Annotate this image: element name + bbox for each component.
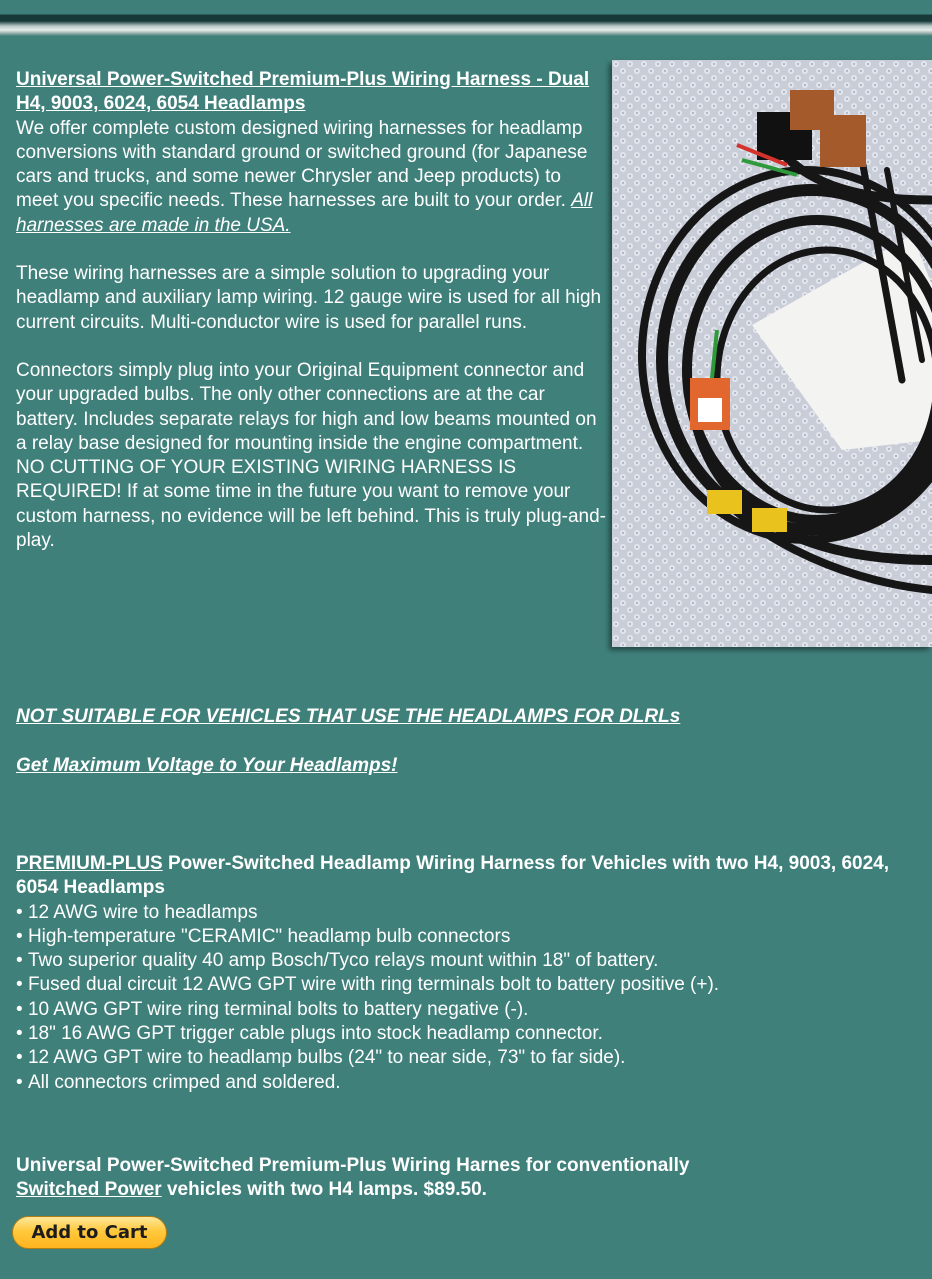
intro-paragraph <box>16 117 606 238</box>
list-item: • 18" 16 AWG GPT trigger cable plugs into stock headlamp connector. <box>16 1022 916 1046</box>
top-border-bar <box>0 0 932 36</box>
offer-text: Universal Power-Switched Premium-Plus Wiring Harnes for conventionally <box>16 1155 690 1176</box>
list-item: • All connectors crimped and soldered. <box>16 1071 916 1095</box>
max-voltage-link[interactable]: Get Maximum Voltage to Your Headlamps! <box>16 755 398 776</box>
feature-list <box>16 901 916 1095</box>
premium-heading-text: Power-Switched Headlamp Wiring Harness for Vehicles with two H4, 9003, 6024, 6054 Headlamps <box>16 853 890 899</box>
list-item: • 12 AWG wire to headlamps <box>16 901 916 925</box>
offer-price-text: vehicles with two H4 lamps. $89.50. <box>161 1179 487 1201</box>
offer-price-line <box>16 1154 916 1203</box>
list-item: • 12 AWG GPT wire to headlamp bulbs (24" to near side, 73" to far side). <box>16 1046 916 1070</box>
list-item: • 10 AWG GPT wire ring terminal bolts to battery negative (-). <box>16 998 916 1022</box>
connectors-paragraph: Connectors simply plug into your Original Equipment connector and your upgraded bulbs. The only other connections are at the car battery. Includes separate relays for high and low beams mounted on a relay base designed for mounting inside the engine compartment. NO CUTTING OF YOUR EXISTING WIRING HARNESS IS REQUIRED! If at some time in the future you want to remove your custom harness, no evidence will be left behind. This is truly plug-and-play. <box>16 359 607 552</box>
add-to-cart-button[interactable]: Add to Cart <box>12 1216 167 1249</box>
not-suitable-notice[interactable]: NOT SUITABLE FOR VEHICLES THAT USE THE HEADLAMPS FOR DLRLs <box>16 706 681 727</box>
premium-plus-link[interactable]: PREMIUM-PLUS <box>16 853 163 874</box>
list-item: • High-temperature "CERAMIC" headlamp bulb connectors <box>16 925 916 949</box>
product-description <box>16 68 606 553</box>
list-item: • Two superior quality 40 amp Bosch/Tyco relays mount within 18" of battery. <box>16 949 916 973</box>
harness-product-photo[interactable] <box>612 60 932 647</box>
premium-plus-section <box>16 852 916 1095</box>
premium-heading <box>16 852 916 901</box>
list-item: • Fused dual circuit 12 AWG GPT wire with ring terminals bolt to battery positive (+). <box>16 973 916 997</box>
switched-power-link[interactable]: Switched Power <box>16 1179 162 1201</box>
made-in-usa-link[interactable]: All harnesses are made in the USA. <box>16 190 593 236</box>
wiring-paragraph: These wiring harnesses are a simple solution to upgrading your headlamp and auxiliary lamp wiring. 12 gauge wire is used for all high current circuits. Multi-conductor wire is used for parallel runs. <box>16 263 602 333</box>
intro-text: We offer complete custom designed wiring harnesses for headlamp conversions with standard ground or switched ground (for Japanese cars and trucks, and some newer Chrysler and Jeep products) to meet you specific needs. These harnesses are built to your order. <box>16 117 588 212</box>
product-title-link[interactable]: Universal Power-Switched Premium-Plus Wiring Harness - Dual H4, 9003, 6024, 6054 Headlamps <box>16 69 590 115</box>
